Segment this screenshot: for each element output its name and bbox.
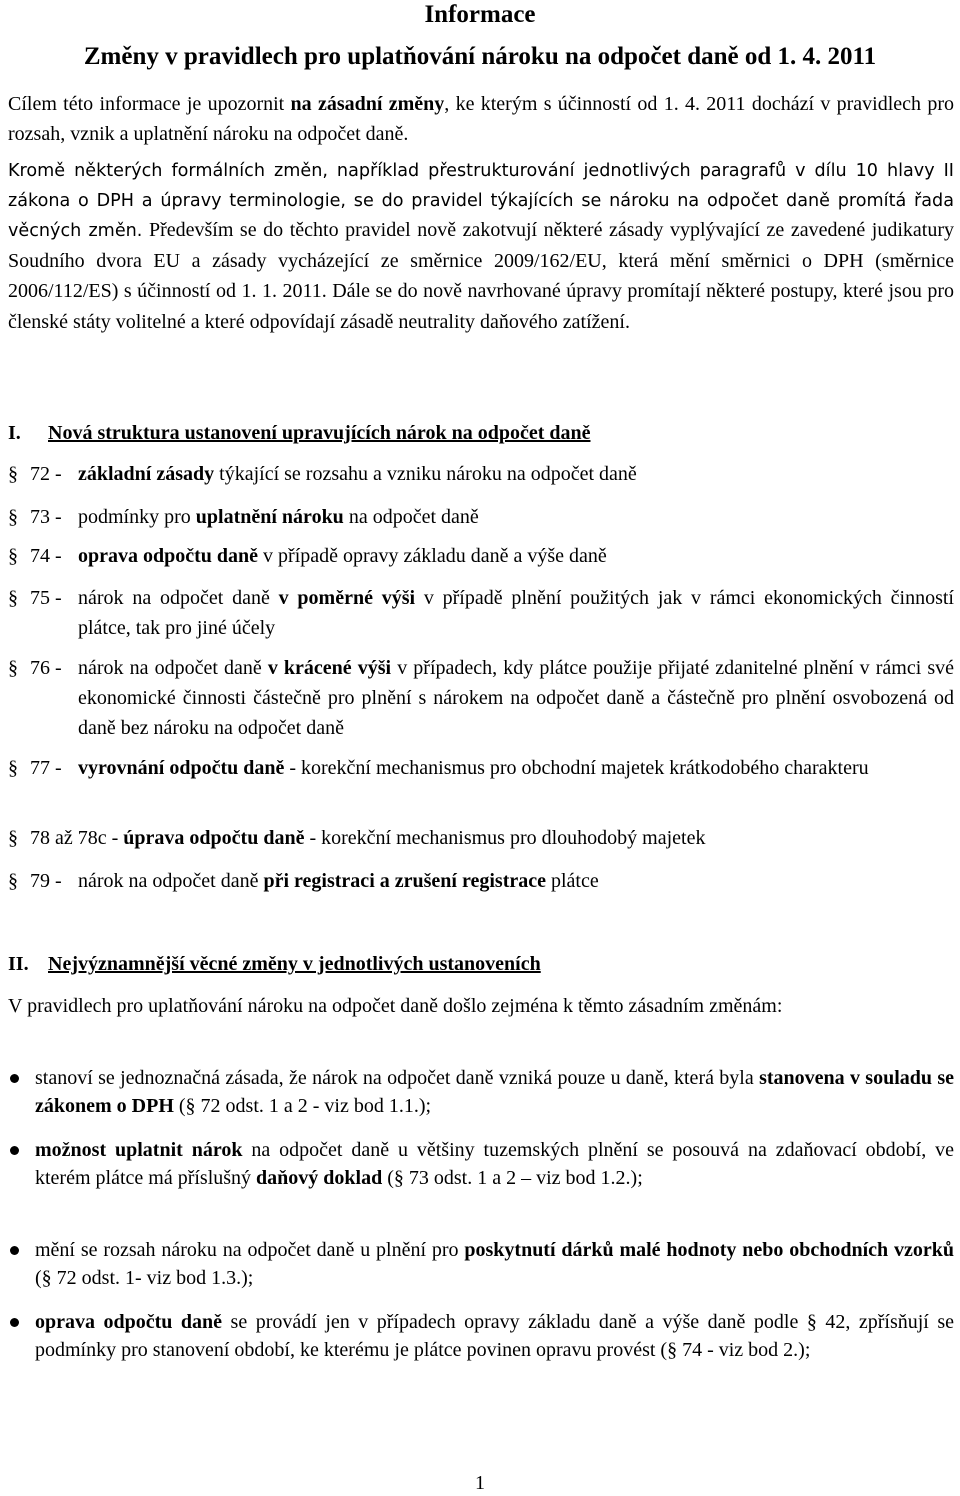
text: v případě opravy základu daně a výše daně [258, 545, 607, 567]
intro-paragraph [8, 89, 954, 149]
text: v případě plnění použitých jak v rámci ekonomických činností plátce, tak pro jiné účely [78, 587, 954, 639]
text: - korekční mechanismus pro obchodní majetek krátkodobého charakteru [284, 757, 869, 779]
bullet-icon [10, 1146, 19, 1155]
paragraph-description [78, 866, 954, 896]
paragraph-description [78, 459, 954, 489]
text: na odpočet daně [343, 506, 479, 528]
bold-text: vyrovnání odpočtu daně [78, 757, 285, 779]
bullet-icon [10, 1246, 19, 1255]
text: plátce [545, 870, 599, 892]
bold-text: při registraci a zrušení registrace [263, 870, 546, 892]
text: (§ 72 odst. 1- viz bod 1.3.); [35, 1267, 254, 1289]
paragraph-line [30, 823, 705, 853]
text: nárok na odpočet daně [78, 587, 279, 609]
section-heading-2 [8, 950, 541, 978]
section-sign: § [8, 657, 18, 679]
section-sign: § [8, 827, 18, 849]
section-sign: § [8, 506, 18, 528]
section-heading-1 [8, 419, 590, 447]
section-number: II. [8, 953, 29, 975]
text: se provádí jen v případech opravy základu daně a výše daně podle § 42, zpřísňují se podmínky pro stanovení období, ke kterému je plátce povinen opravu provést (§ 74 - viz bod 2.); [35, 1311, 955, 1361]
paragraph-number: 77 - [30, 757, 62, 779]
bullet-icon [10, 1074, 19, 1083]
text: stanoví se jednoznačná zásada, že nárok na odpočet daně vzniká pouze u daně, která byla [35, 1067, 760, 1089]
intro-text-pre: Cílem této informace je upozornit [8, 93, 291, 115]
paragraph-number: 75 - [30, 587, 62, 609]
bold-text: v krácené výši [267, 657, 392, 679]
section-sign: § [8, 587, 18, 609]
bullet-text [35, 1064, 954, 1120]
text: mění se rozsah nároku na odpočet daně u plnění pro [35, 1239, 465, 1261]
bold-text: možnost uplatnit nárok [35, 1139, 243, 1161]
document-subtitle: Změny v pravidlech pro uplatňování nároku na odpočet daně od 1. 4. 2011 [83, 43, 877, 70]
changes-paragraph [8, 157, 954, 339]
document-title: Informace [424, 1, 536, 28]
paragraph-number: 78 až 78c - [30, 827, 124, 849]
text: týkající se rozsahu a vzniku nároku na odpočet daně [214, 463, 637, 485]
paragraph-description [78, 653, 954, 743]
paragraph-number: 72 - [30, 463, 62, 485]
paragraph-description [78, 541, 954, 571]
text: nárok na odpočet daně [78, 870, 264, 892]
paragraph-number: 74 - [30, 545, 62, 567]
bold-text: uplatnění nároku [195, 506, 344, 528]
text: - korekční mechanismus pro dlouhodobý majetek [304, 827, 706, 849]
text: v případech, kdy plátce použije přijaté zdanitelné plnění v rámci své ekonomické činnosti částečně pro plnění s nárokem na odpočet daně a částečně pro plnění osvobozená od daně bez nároku na odpočet daně [78, 657, 955, 739]
bullet-text [35, 1136, 954, 1192]
bold-text: základní zásady [78, 463, 215, 485]
changes-paragraph-rest: Především se do těchto pravidel nově zakotvují některé zásady vyplývající ze zavedené judikatury Soudního dvora EU a zásady vycházející ze směrnice 2009/162/EU, která mění směrnici o DPH (směrnice 2006/112/ES) s účinností od 1. 1. 2011. Dále se do nově navrhované úpravy promítají některé postupy, které jsou pro členské státy volitelné a které odpovídají zásadě neutrality daňového zatížení. [8, 219, 954, 333]
section-sign: § [8, 870, 18, 892]
paragraph-number: 73 - [30, 506, 62, 528]
text: podmínky pro [78, 506, 196, 528]
bullet-text [35, 1308, 954, 1364]
bullet-text [35, 1236, 954, 1292]
paragraph-number: 76 - [30, 657, 62, 679]
text: na odpočet daně u většiny tuzemských plnění se posouvá na zdaňovací období, ve kterém plátce má příslušný [35, 1139, 955, 1189]
section-title: Nejvýznamnější věcné změny v jednotlivých ustanoveních [48, 953, 541, 975]
paragraph-description [78, 502, 954, 532]
intro-text-post: , ke kterým s účinností od 1. 4. 2011 dochází v pravidlech pro rozsah, vznik a uplatnění nároku na odpočet daně. [8, 93, 955, 145]
bold-text: oprava odpočtu daně [78, 545, 259, 567]
section-title: Nová struktura ustanovení upravujících nárok na odpočet daně [48, 422, 591, 444]
bullet-icon [10, 1318, 19, 1327]
section2-intro-paragraph: V pravidlech pro uplatňování nároku na odpočet daně došlo zejména k těmto zásadním změnám: [8, 995, 783, 1017]
section-sign: § [8, 463, 18, 485]
bold-text: v poměrné výši [278, 587, 416, 609]
paragraph-description [78, 583, 954, 643]
text: (§ 73 odst. 1 a 2 – viz bod 1.2.); [382, 1167, 643, 1189]
intro-text-bold: na zásadní změny [290, 93, 445, 115]
text: (§ 72 odst. 1 a 2 - viz bod 1.1.); [173, 1095, 432, 1117]
paragraph-description [78, 753, 954, 783]
bold-text: úprava odpočtu daně [123, 827, 305, 849]
changes-paragraph-first: Kromě některých formálních změn, například přestrukturování jednotlivých paragrafů v dílu 10 hlavy II zákona o DPH a úpravy terminologie, se do pravidel týkajících se nároku na odpočet daně promítá řada věcných změn. [8, 161, 954, 242]
bold-text: oprava odpočtu daně [35, 1311, 223, 1333]
page-number: 1 [475, 1472, 485, 1494]
section-sign: § [8, 757, 18, 779]
bold-text: poskytnutí dárků malé hodnoty nebo obchodních vzorků [464, 1239, 954, 1261]
paragraph-number: 79 - [30, 870, 62, 892]
bold-text: stanovena v souladu se zákonem o DPH [35, 1067, 955, 1117]
section-sign: § [8, 545, 18, 567]
text: nárok na odpočet daně [78, 657, 268, 679]
section-number: I. [8, 422, 21, 444]
bold-text: daňový doklad [256, 1167, 383, 1189]
